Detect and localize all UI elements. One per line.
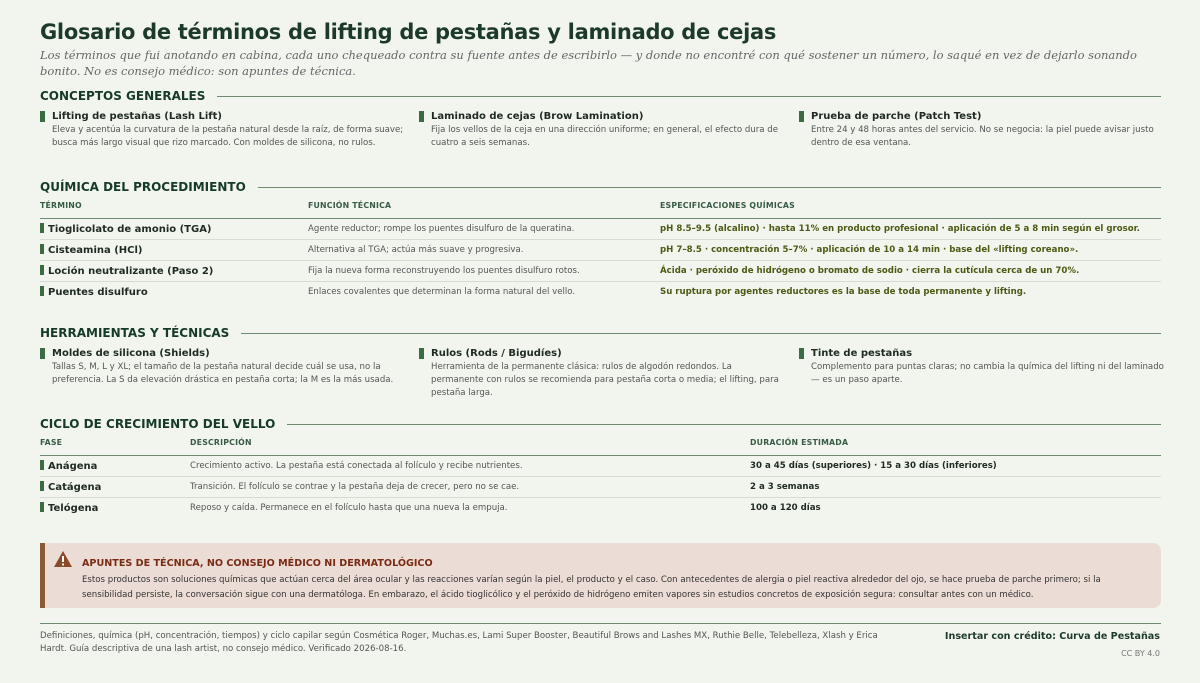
term-name: Tinte de pestañas xyxy=(811,348,913,359)
row-term: Cisteamina (HCl) xyxy=(48,244,143,256)
term-name: Laminado de cejas (Brow Lamination) xyxy=(431,111,644,122)
row-description: Crecimiento activo. La pestaña está conectada al folículo y recibe nutrientes. xyxy=(190,461,523,471)
footer-license: CC BY 4.0 xyxy=(1121,649,1160,658)
row-duration: 2 a 3 semanas xyxy=(750,482,820,492)
row-function: Fija la nueva forma reconstruyendo los puentes disulfuro rotos. xyxy=(308,266,580,276)
section-general-title: CONCEPTOS GENERALES xyxy=(40,89,1161,103)
row-function: Alternativa al TGA; actúa más suave y progresiva. xyxy=(308,245,524,255)
footer-divider xyxy=(40,623,1161,624)
divider xyxy=(217,96,1161,97)
row-term: Tioglicolato de amonio (TGA) xyxy=(48,223,212,235)
column-header: FASE xyxy=(40,438,63,447)
table-row xyxy=(40,261,1161,282)
accent-bar xyxy=(799,348,804,359)
row-function: Enlaces covalentes que determinan la forma natural del vello. xyxy=(308,287,576,297)
warning-icon xyxy=(53,550,73,568)
table-header xyxy=(40,438,1161,456)
term-desc: Eleva y acentúa la curvatura de la pestaña natural desde la raíz, de forma suave; busca más largo visual que rizo marcado. Con moldes de silicona, no rulos. xyxy=(52,125,404,148)
column-header: ESPECIFICACIONES QUÍMICAS xyxy=(660,201,795,210)
table-row xyxy=(40,240,1161,261)
term-rods xyxy=(419,347,786,400)
section-tools-title: HERRAMIENTAS Y TÉCNICAS xyxy=(40,326,1161,340)
row-duration: 100 a 120 días xyxy=(750,503,821,513)
column-header: TÉRMINO xyxy=(40,201,82,210)
accent-bar xyxy=(40,460,44,470)
row-term: Puentes disulfuro xyxy=(48,286,148,298)
row-phase: Catágena xyxy=(48,481,102,493)
row-duration: 30 a 45 días (superiores) · 15 a 30 días (inferiores) xyxy=(750,461,997,471)
table-row xyxy=(40,498,1161,518)
term-patch-test xyxy=(799,110,1166,150)
term-lash-lift xyxy=(40,110,407,150)
table-header xyxy=(40,201,1161,219)
term-brow-lamination xyxy=(419,110,786,150)
term-desc: Entre 24 y 48 horas antes del servicio. No se negocia: la piel puede avisar justo dentro de esa ventana. xyxy=(811,125,1154,148)
column-header: DESCRIPCIÓN xyxy=(190,438,252,447)
term-desc: Fija los vellos de la ceja en una dirección uniforme; en general, el efecto dura de cuatro a seis semanas. xyxy=(431,125,779,148)
term-desc: Complemento para puntas claras; no cambia la química del lifting ni del laminado — es un paso aparte. xyxy=(811,362,1164,385)
accent-bar xyxy=(419,348,424,359)
accent-bar xyxy=(40,348,45,359)
warning-callout xyxy=(40,543,1161,608)
accent-bar xyxy=(40,223,44,233)
table-row xyxy=(40,282,1161,302)
row-spec: pH 7–8.5 · concentración 5–7% · aplicación de 10 a 14 min · base del «lifting coreano». xyxy=(660,245,1079,255)
row-phase: Anágena xyxy=(48,460,98,472)
term-name: Rulos (Rods / Bigudíes) xyxy=(431,348,562,359)
row-description: Transición. El folículo se contrae y la pestaña deja de crecer, pero no se cae. xyxy=(190,482,520,492)
cycle-table xyxy=(40,438,1161,518)
term-name: Lifting de pestañas (Lash Lift) xyxy=(52,111,223,122)
footer-sources: Definiciones, química (pH, concentración, tiempos) y ciclo capilar según Cosmética Roger, Muchas.es, Lami Super Booster, Beautiful Brows and Lashes MX, Ruthie Belle, Telebelleza, Xlash y Erica Hardt. Guía descriptiva de una lash artist, no consejo médico. Verificado 2026-08-16. xyxy=(40,631,878,654)
accent-bar xyxy=(40,265,44,275)
term-tint xyxy=(799,347,1166,387)
column-header: FUNCIÓN TÉCNICA xyxy=(308,201,392,210)
section-cycle-title: CICLO DE CRECIMIENTO DEL VELLO xyxy=(40,417,1161,431)
term-name: Prueba de parche (Patch Test) xyxy=(811,111,982,122)
term-name: Moldes de silicona (Shields) xyxy=(52,348,210,359)
row-spec: pH 8.5–9.5 (alcalino) · hasta 11% en producto profesional · aplicación de 5 a 8 min según el grosor. xyxy=(660,224,1140,234)
row-spec: Su ruptura por agentes reductores es la base de toda permanente y lifting. xyxy=(660,287,1027,297)
term-desc: Herramienta de la permanente clásica: rulos de algodón redondos. La permanente con rulos se recomienda para pestaña corta o media; el lifting, para pestaña larga. xyxy=(431,362,779,398)
table-row xyxy=(40,219,1161,240)
term-shields xyxy=(40,347,407,387)
row-term: Loción neutralizante (Paso 2) xyxy=(48,265,214,277)
row-function: Agente reductor; rompe los puentes disulfuro de la queratina. xyxy=(308,224,575,234)
term-desc: Tallas S, M, L y XL; el tamaño de la pestaña natural decide cuál se usa, no la preferencia. La S da elevación drástica en pestaña corta; la M es la más usada. xyxy=(52,362,394,385)
row-spec: Ácida · peróxido de hidrógeno o bromato de sodio · cierra la cutícula cerca de un 70%. xyxy=(660,266,1080,276)
section-chem-title: QUÍMICA DEL PROCEDIMIENTO xyxy=(40,180,1161,194)
page-title: Glosario de términos de lifting de pestañas y laminado de cejas xyxy=(40,20,777,44)
divider xyxy=(258,187,1161,188)
accent-bar xyxy=(40,244,44,254)
table-row xyxy=(40,477,1161,498)
accent-bar xyxy=(40,502,44,512)
row-phase: Telógena xyxy=(48,502,99,514)
row-description: Reposo y caída. Permanece en el folículo hasta que una nueva la empuja. xyxy=(190,503,508,513)
table-row xyxy=(40,456,1161,477)
footer-credit: Insertar con crédito: Curva de Pestañas xyxy=(944,631,1160,642)
accent-bar xyxy=(799,111,804,122)
divider xyxy=(287,424,1161,425)
accent-bar xyxy=(40,481,44,491)
warning-text: Estos productos son soluciones químicas que actúan cerca del área ocular y las reacciones varían según la piel, el producto y el caso. Con antecedentes de alergia o piel reactiva alrededor del ojo, se hace prueba de parche primero; si la sensibilidad persiste, la conversación sigue con una dermatóloga. En embarazo, el ácido tioglicólico y el peróxido de hidrógeno emiten vapores sin estudios concretos de exposición segura: consultar antes con un médico. xyxy=(82,575,1101,600)
warning-title: APUNTES DE TÉCNICA, NO CONSEJO MÉDICO NI DERMATOLÓGICO xyxy=(82,558,433,569)
accent-bar xyxy=(419,111,424,122)
chem-table xyxy=(40,201,1161,302)
accent-bar xyxy=(40,286,44,296)
page-subtitle: Los términos que fui anotando en cabina, cada uno chequeado contra su fuente antes de escribirlo — y donde no encontré con qué sostener un número, lo saqué en vez de dejarlo sonando bonito. No es consejo médico: son apuntes de técnica. xyxy=(40,48,1137,78)
accent-bar xyxy=(40,111,45,122)
divider xyxy=(241,333,1161,334)
column-header: DURACIÓN ESTIMADA xyxy=(750,438,849,447)
